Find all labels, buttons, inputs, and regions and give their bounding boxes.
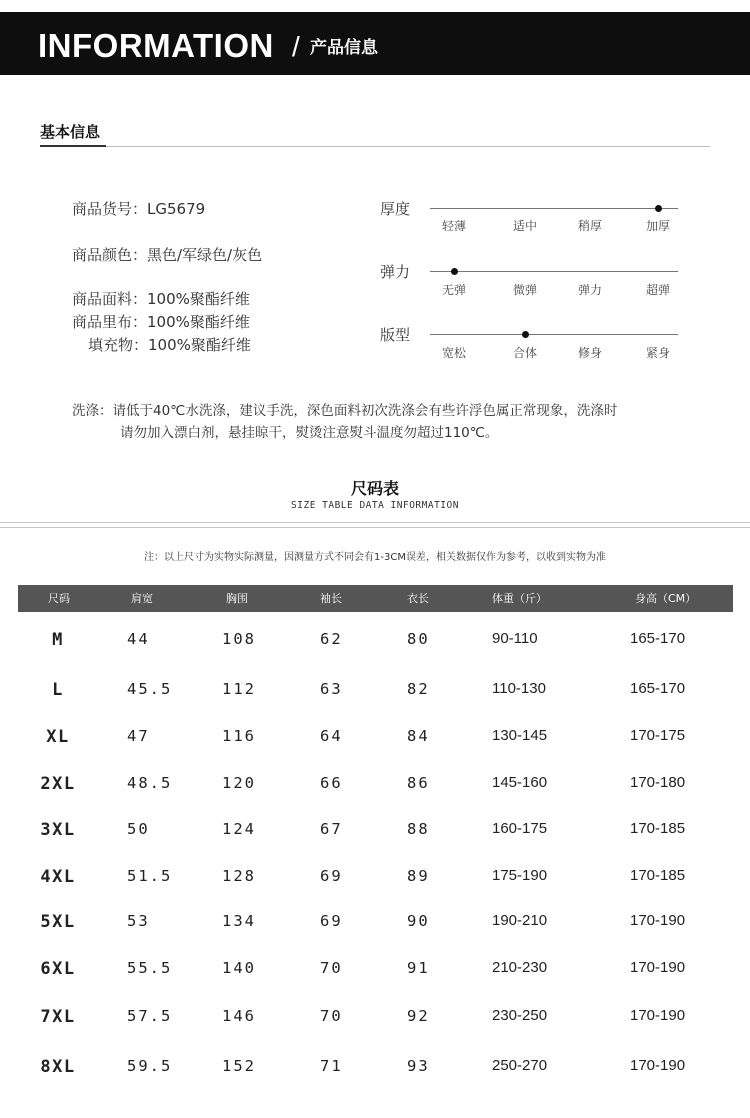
scale-thickness-label: 厚度 [380,200,411,218]
cell-chest: 124 [222,820,256,838]
cell-height: 165-170 [630,630,686,647]
cell-length: 86 [407,774,430,792]
cell-length: 89 [407,867,430,885]
cell-sleeve: 62 [320,630,343,648]
cell-weight: 145-160 [492,774,548,791]
item-number: 商品货号：LG5679 [72,200,206,218]
cell-sleeve: 64 [320,727,343,745]
cell-height: 170-175 [630,727,686,744]
cell-chest: 120 [222,774,256,792]
cell-weight: 90-110 [492,630,538,647]
scale-fit-option: 紧身 [645,346,670,360]
cell-length: 93 [407,1057,430,1075]
size-table-title: 尺码表 [350,479,399,498]
wash-line-2: 请勿加入漂白剂，悬挂晾干，熨烫注意熨斗温度勿超过110℃。 [120,425,499,441]
scale-thickness-option: 稍厚 [577,219,602,233]
wash-instructions [72,400,692,444]
header-weight: 体重（斤） [492,592,547,605]
cell-length: 80 [407,630,430,648]
cell-length: 84 [407,727,430,745]
cell-chest: 128 [222,867,256,885]
header-sleeve: 袖长 [320,592,342,605]
section-divider [40,146,710,147]
cell-weight: 175-190 [492,867,548,884]
cell-sleeve: 70 [320,1007,343,1025]
cell-shoulder: 45.5 [127,680,173,698]
table-row [0,630,750,656]
top-margin [0,0,750,12]
cell-sleeve: 71 [320,1057,343,1075]
size-table-header [18,585,733,612]
cell-length: 88 [407,820,430,838]
table-row [0,727,750,753]
scale-elasticity-option: 无弹 [441,283,466,297]
banner-slash: / [292,31,300,62]
cell-size: 5XL [40,912,76,932]
cell-chest: 116 [222,727,256,745]
cell-height: 170-185 [630,820,686,837]
cell-height: 170-190 [630,1057,686,1074]
measurement-note: 注：以上尺寸为实物实际测量，因测量方式不同会有1-3CM误差，相关数据仅作为参考，以收到实物为准 [144,552,606,563]
scale-thickness-option: 加厚 [645,219,670,233]
scale-fit-option: 修身 [577,346,602,360]
scale-elasticity-marker [451,268,458,275]
scale-elasticity-line [430,271,678,272]
cell-shoulder: 57.5 [127,1007,173,1025]
cell-length: 91 [407,959,430,977]
item-filling-value: 100%聚酯纤维 [148,336,251,354]
scale-fit-option: 合体 [512,346,537,360]
size-table-divider [0,522,750,528]
cell-weight: 230-250 [492,1007,548,1024]
cell-sleeve: 69 [320,912,343,930]
header-chest: 胸围 [226,592,248,605]
basic-info-title: 基本信息 [40,123,101,141]
section-divider-accent [40,145,106,147]
cell-shoulder: 59.5 [127,1057,173,1075]
cell-weight: 160-175 [492,820,548,837]
table-row [0,1057,750,1083]
cell-shoulder: 50 [127,820,150,838]
cell-shoulder: 44 [127,630,150,648]
cell-shoulder: 51.5 [127,867,173,885]
cell-size: 4XL [40,867,76,887]
cell-height: 170-180 [630,774,686,791]
banner-title-cn: 产品信息 [310,38,378,58]
item-lining: 商品里布：100%聚酯纤维 [72,313,250,331]
cell-chest: 108 [222,630,256,648]
cell-chest: 146 [222,1007,256,1025]
cell-sleeve: 69 [320,867,343,885]
cell-weight: 210-230 [492,959,548,976]
cell-height: 170-185 [630,867,686,884]
scale-thickness-option: 适中 [512,219,537,233]
cell-shoulder: 48.5 [127,774,173,792]
cell-size: 8XL [40,1057,76,1077]
scale-thickness-marker [655,205,662,212]
scale-elasticity-option: 微弹 [512,283,537,297]
header-shoulder: 肩宽 [131,592,153,605]
cell-height: 170-190 [630,912,686,929]
scale-thickness-option: 轻薄 [441,219,466,233]
cell-length: 90 [407,912,430,930]
cell-height: 170-190 [630,959,686,976]
cell-weight: 110-130 [492,680,546,697]
cell-weight: 130-145 [492,727,548,744]
scale-elasticity-option: 超弹 [645,283,670,297]
cell-sleeve: 70 [320,959,343,977]
cell-size: 6XL [40,959,76,979]
cell-chest: 152 [222,1057,256,1075]
cell-size: M [52,630,64,650]
cell-size: L [52,680,64,700]
size-table-subtitle: SIZE TABLE DATA INFORMATION [291,500,459,511]
scale-fit-marker [522,331,529,338]
cell-shoulder: 53 [127,912,150,930]
cell-size: XL [46,727,70,747]
table-row [0,912,750,938]
cell-chest: 112 [222,680,256,698]
table-row [0,680,750,706]
cell-length: 82 [407,680,430,698]
table-row [0,1007,750,1033]
cell-sleeve: 63 [320,680,343,698]
cell-chest: 140 [222,959,256,977]
table-row [0,820,750,846]
table-row [0,867,750,893]
banner-title-en: INFORMATION [38,27,274,64]
cell-size: 3XL [40,820,76,840]
scale-elasticity-label: 弹力 [380,263,411,281]
cell-size: 2XL [40,774,76,794]
scale-fit-option: 宽松 [441,346,466,360]
cell-size: 7XL [40,1007,76,1027]
item-fabric: 商品面料：100%聚酯纤维 [72,290,250,308]
item-filling [72,335,251,355]
header-size: 尺码 [48,592,70,605]
cell-height: 165-170 [630,680,686,697]
cell-height: 170-190 [630,1007,686,1024]
scale-thickness-line [430,208,678,209]
scale-elasticity-option: 弹力 [577,283,602,297]
scale-fit-line [430,334,678,335]
wash-line-1: 洗涤：请低于40℃水洗涤，建议手洗，深色面料初次洗涤会有些许浮色属正常现象，洗涤时 [72,403,618,419]
cell-chest: 134 [222,912,256,930]
table-row [0,774,750,800]
item-color: 商品颜色：黑色/军绿色/灰色 [72,246,263,264]
cell-weight: 190-210 [492,912,548,929]
cell-shoulder: 55.5 [127,959,173,977]
header-height: 身高（CM） [635,592,697,605]
cell-shoulder: 47 [127,727,150,745]
cell-length: 92 [407,1007,430,1025]
cell-sleeve: 67 [320,820,343,838]
cell-sleeve: 66 [320,774,343,792]
scale-fit-label: 版型 [380,326,411,344]
item-filling-label: 填充物： [87,336,148,354]
table-row [0,959,750,985]
header-length: 衣长 [407,592,429,605]
cell-weight: 250-270 [492,1057,548,1074]
information-banner [0,12,750,75]
